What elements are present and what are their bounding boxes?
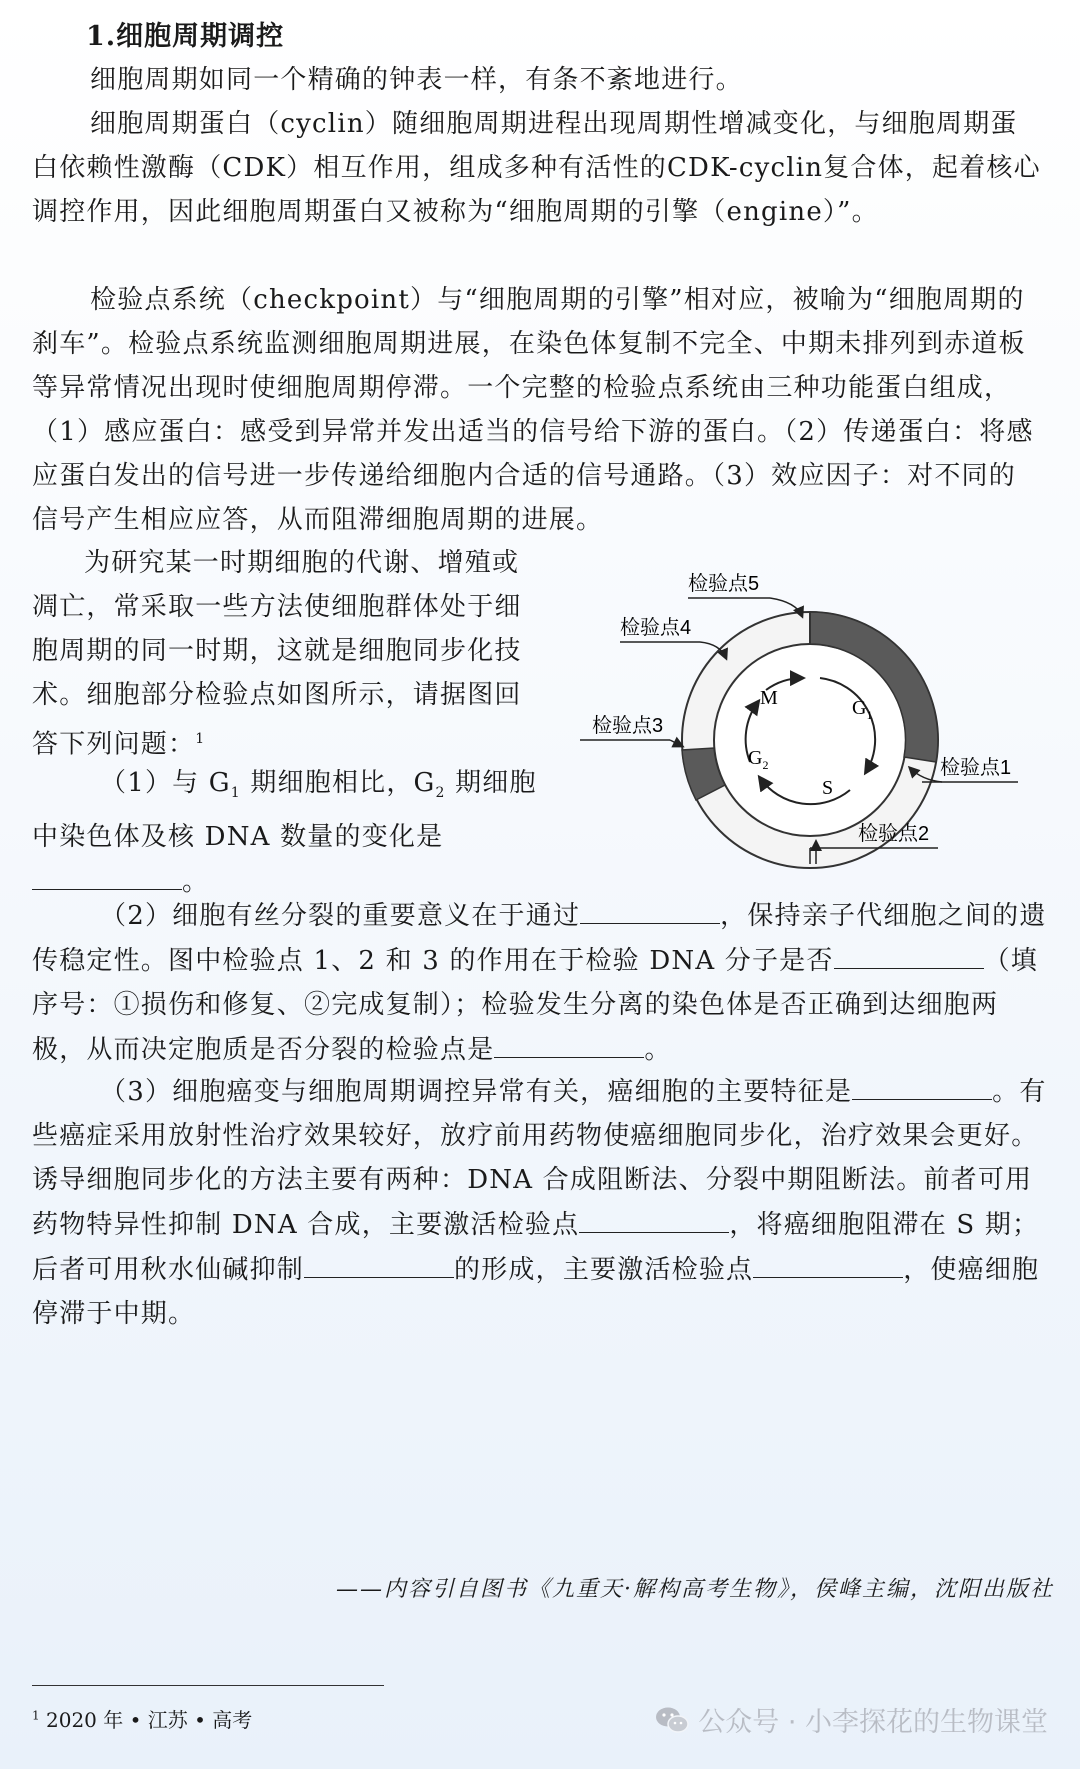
phase-g1-label: $G_1$ (852, 697, 873, 722)
footnote-number: 1 (32, 1708, 40, 1723)
q1-sub-2: 2 (435, 785, 446, 802)
q3-end: ，使癌细胞停滞于中期。 (32, 1255, 1040, 1329)
q1-text-c: 期细胞中染色体及核 DNA 数量的变化是 (32, 768, 537, 853)
checkpoint-1-label: 检验点1 (940, 757, 1012, 779)
q3-text-a: （3）细胞癌变与细胞周期调控异常有关，癌细胞的主要特征是 (100, 1077, 853, 1107)
q3-blank-3[interactable] (304, 1247, 454, 1278)
question-3 (32, 1069, 1050, 1336)
phase-s-label: S (822, 777, 834, 799)
phase-g2-label: $G_2$ (748, 747, 769, 772)
q2-text-a: （2）细胞有丝分裂的重要意义在于通过 (100, 901, 581, 931)
checkpoint-4-label: 检验点4 (620, 617, 692, 639)
q2-text-c: （填序号：①损伤和修复、②完成复制）；检验发生分离的染色体是否正确到达细胞两极，从而决定胞质是否分裂的检验点是 (32, 946, 1038, 1065)
footnote-divider (32, 1685, 384, 1686)
q1-answer-blank[interactable] (32, 859, 182, 890)
q2-blank-3[interactable] (494, 1027, 644, 1058)
cp3-arrow (670, 740, 682, 746)
wechat-icon (654, 1705, 690, 1735)
watermark-text: 公众号 · 小李探花的生物课堂 (698, 1707, 1048, 1738)
synchronization-text: 为研究某一时期细胞的代谢、增殖或凋亡，常采取一些方法使细胞群体处于细胞周期的同一时期，这就是细胞同步化技术。细胞部分检验点如图所示，请据图回答下列问题： (32, 548, 522, 760)
watermark (654, 1700, 1048, 1739)
checkpoint-2-label: 检验点2 (858, 823, 930, 845)
footnote-ref: 1 (195, 731, 206, 747)
paragraph-intro: 细胞周期如同一个精确的钟表一样，有条不紊地进行。 (90, 65, 743, 95)
phase-m-label: M (760, 687, 778, 709)
footnote (32, 1704, 252, 1733)
citation: ——内容引自图书《九重天·解构高考生物》，侯峰主编，沈阳出版社 (336, 1577, 1054, 1602)
checkpoint-3-label: 检验点3 (592, 715, 664, 737)
q3-blank-2[interactable] (579, 1202, 729, 1233)
q3-text-c: ，将癌细胞阻滞在 S 期；后者可用秋水仙碱抑制 (32, 1210, 1040, 1285)
q2-text-b: ，保持亲子代细胞之间的遗传稳定性。图中检验点 1、2 和 3 的作用在于检验 DNA 分子是否 (32, 901, 1047, 976)
paragraph-checkpoint: 检验点系统（checkpoint）与“细胞周期的引擎”相对应，被喻为“细胞周期的刹车”。检验点系统监测细胞周期进展，在染色体复制不完全、中期未排列到赤道板等异常情况出现时使细胞周期停滞。一个完整的检验点系统由三种功能蛋白组成，（1）感应蛋白：感受到异常并发出适当的信号给下游的蛋白。（2）传递蛋白：将感应蛋白发出的信号进一步传递给细胞内合适的信号通路。（3）效应因子：对不同的信号产生相应应答，从而阻滞细胞周期的进展。 (32, 285, 1034, 535)
paragraph-cyclin: 细胞周期蛋白（cyclin）随细胞周期进程出现周期性增减变化，与细胞周期蛋白依赖性激酶（CDK）相互作用，组成多种有活性的CDK-cyclin复合体，起着核心调控作用，因此细胞周期蛋白又被称为“细胞周期的引擎（engine）”。 (32, 109, 1041, 227)
q2-blank-2[interactable] (834, 938, 984, 969)
q3-text-b: 。有些癌症采用放射性治疗效果较好，放疗前用药物使癌细胞同步化，治疗效果会更好。诱导细胞同步化的方法主要有两种：DNA 合成阻断法、分裂中期阻断法。前者可用药物特异性抑制 DNA 合成，主要激活检验点 (32, 1077, 1047, 1240)
q2-blank-1[interactable] (580, 893, 720, 924)
q1-sub-1: 1 (230, 785, 241, 802)
footnote-text: 2020 年 • 江苏 • 高考 (46, 1708, 253, 1732)
paragraph-synchronization (32, 541, 542, 767)
section-title: 1.细胞周期调控 (86, 21, 285, 52)
q1-text-a: （1）与 G (100, 768, 231, 798)
q3-blank-4[interactable] (753, 1247, 903, 1278)
q3-text-d: 的形成，主要激活检验点 (454, 1255, 754, 1285)
q1-text-b: 期细胞相比，G (240, 768, 436, 798)
question-1 (32, 761, 542, 904)
q1-end: 。 (182, 867, 210, 898)
checkpoint-5-label: 检验点5 (688, 573, 760, 595)
q2-end: 。 (644, 1035, 672, 1065)
cell-cycle-diagram (570, 572, 1050, 884)
question-2 (32, 893, 1050, 1072)
q3-blank-1[interactable] (852, 1069, 992, 1100)
